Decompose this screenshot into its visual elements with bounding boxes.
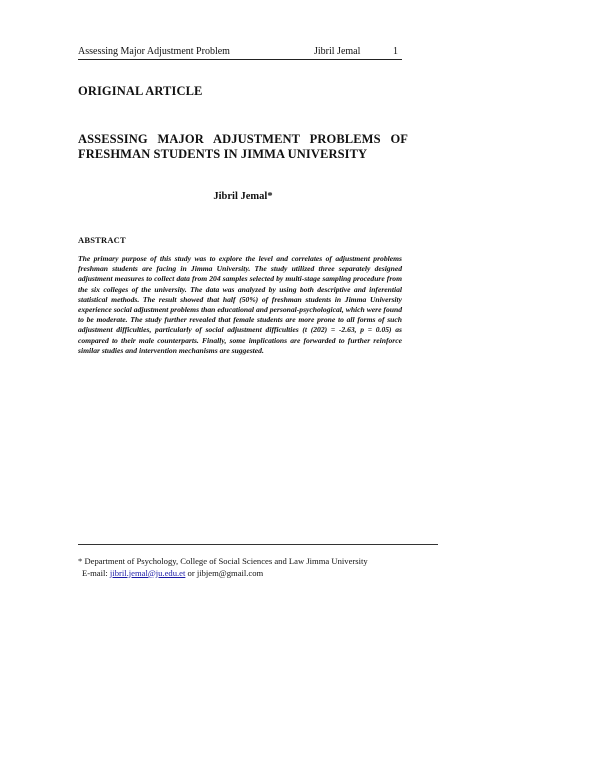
abstract-text: The primary purpose of this study was to explore the level and correlates of adjustment problems freshman students are facing in Jimma University. The study utilized three separately designed adjustment measures to collect data from 204 samples selected by multi-stage sampling procedure from the six colleges of the university. The data was analyzed by using both descriptive and inferential statistical methods. The result showed that half (50%) of freshman students in Jimma University experience social adjustment problems than educational and personal-psychological, which were found to be moderate. The study further revealed that female students are more prone to all forms of such adjustment difficulties, particularly of social adjustment difficulties (t (202) = -2.63, p = 0.05) as compared to their male counterparts. Finally, some implications are forwarded to further reinforce similar studies and intervention mechanisms are suggested. bbox=[78, 254, 402, 355]
footnote bbox=[78, 556, 438, 579]
running-title: Assessing Major Adjustment Problem bbox=[78, 46, 230, 57]
author-name: Jibril Jemal* bbox=[213, 191, 273, 202]
footnote-affiliation: * Department of Psychology, College of Social Sciences and Law Jimma University bbox=[78, 556, 368, 566]
page-number: 1 bbox=[393, 46, 398, 57]
footnote-divider bbox=[78, 544, 438, 545]
email-link-primary[interactable]: jibril.jemal@ju.edu.et bbox=[109, 567, 186, 578]
paper-title: ASSESSING MAJOR ADJUSTMENT PROBLEMS OF FRESHMAN STUDENTS IN JIMMA UNIVERSITY bbox=[78, 132, 408, 161]
email-prefix: E-mail: bbox=[82, 567, 110, 578]
email-separator: or bbox=[185, 567, 197, 578]
running-author: Jibril Jemal bbox=[314, 46, 361, 57]
footnote-email-line bbox=[78, 568, 438, 580]
article-type-label: ORIGINAL ARTICLE bbox=[78, 84, 203, 98]
running-header bbox=[78, 46, 402, 60]
abstract-heading: ABSTRACT bbox=[78, 235, 126, 245]
email-secondary: jibjem@gmail.com bbox=[196, 567, 264, 578]
